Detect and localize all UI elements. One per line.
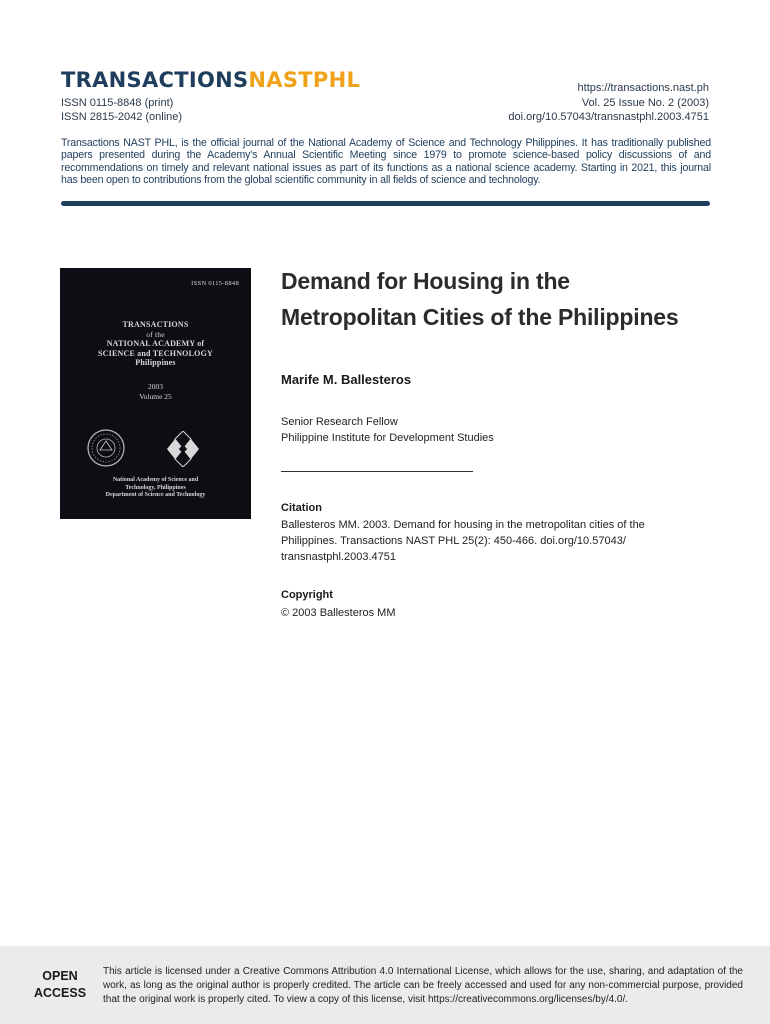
- journal-url-link[interactable]: https://transactions.nast.ph: [577, 82, 709, 94]
- cover-volume: Volume 25: [139, 391, 172, 401]
- cover-publisher: [60, 477, 251, 500]
- copyright-heading: Copyright: [281, 589, 333, 601]
- issn-online: ISSN 2815-2042 (online): [61, 110, 183, 123]
- cover-issn: ISSN 0115-8848: [191, 280, 239, 287]
- journal-description: Transactions NAST PHL, is the official journal of the National Academy of Science and Technology Philippines. It has traditionally published papers presented during the Academy's Annual Scientific Meeting since 1979 to promote science-based policy discussions of and recommendations on timely and relevant national issues as part of its functions as a national science academy. Starting in 2021, this journal has been open to contributions from the global scientific community in all fields of science and technology.: [61, 137, 711, 187]
- author-affiliation: [281, 414, 494, 446]
- journal-brand-logo: [61, 70, 360, 91]
- open-access-label: [32, 968, 88, 1002]
- brand-transactions: TRANSACTIONS: [61, 68, 249, 92]
- license-text: This article is licensed under a Creative Commons Attribution 4.0 International License, which allows for the use, sharing, and adaptation of the work, as long as the original author is properly credited. The article can be freely accessed and used for any non-commercial purpose, provided that the original work is properly cited. To view a copy of this license, visit https://creativecommons.org/licenses/by/4.0/.: [103, 966, 743, 1005]
- article-author: Marife M. Ballesteros: [281, 372, 412, 387]
- citation-text: Ballesteros MM. 2003. Demand for housing in the metropolitan cities of the Philippines. Transactions NAST PHL 25(2): 450-466. doi.org/10.57043/ transnastphl.2003.4751: [281, 519, 645, 563]
- section-divider: [281, 471, 473, 472]
- cover-title-line: NATIONAL ACADEMY of: [106, 339, 205, 348]
- cover-publisher-line: Technology, Philippines: [125, 484, 186, 491]
- cover-year: 2003: [148, 382, 163, 391]
- nast-seal-icon: [86, 428, 126, 468]
- citation-heading: Citation: [281, 502, 322, 514]
- author-position: Senior Research Fellow: [281, 416, 398, 428]
- brand-nastphl: NASTPHL: [248, 68, 361, 92]
- article-title: Demand for Housing in the Metropolitan Cities of the Philippines: [281, 268, 679, 330]
- cover-title-line: of the: [146, 329, 165, 339]
- doi-link[interactable]: doi.org/10.57043/transnastphl.2003.4751: [508, 110, 709, 123]
- cover-title-line: Philippines: [135, 358, 176, 367]
- issn-print: ISSN 0115-8848 (print): [61, 97, 174, 109]
- copyright-text: © 2003 Ballesteros MM: [281, 607, 396, 619]
- journal-cover-image: [60, 268, 251, 519]
- issn-block: [61, 97, 182, 124]
- access-label: ACCESS: [33, 986, 87, 1000]
- cover-title-line: SCIENCE and TECHNOLOGY: [98, 348, 213, 358]
- issue-meta: [508, 82, 709, 124]
- cover-publisher-line: Department of Science and Technology: [105, 492, 206, 498]
- volume-issue: Vol. 25 Issue No. 2 (2003): [581, 97, 709, 109]
- header-divider: [61, 201, 710, 206]
- cover-title-line: TRANSACTIONS: [122, 320, 189, 329]
- dost-logo-icon: [163, 431, 203, 467]
- cover-year-volume: [60, 382, 251, 401]
- cover-title: [60, 320, 251, 368]
- open-label: OPEN: [42, 969, 78, 983]
- license-footer: [0, 946, 770, 1024]
- author-institution: Philippine Institute for Development Studies: [281, 432, 494, 444]
- cover-publisher-line: National Academy of Science and: [112, 477, 199, 483]
